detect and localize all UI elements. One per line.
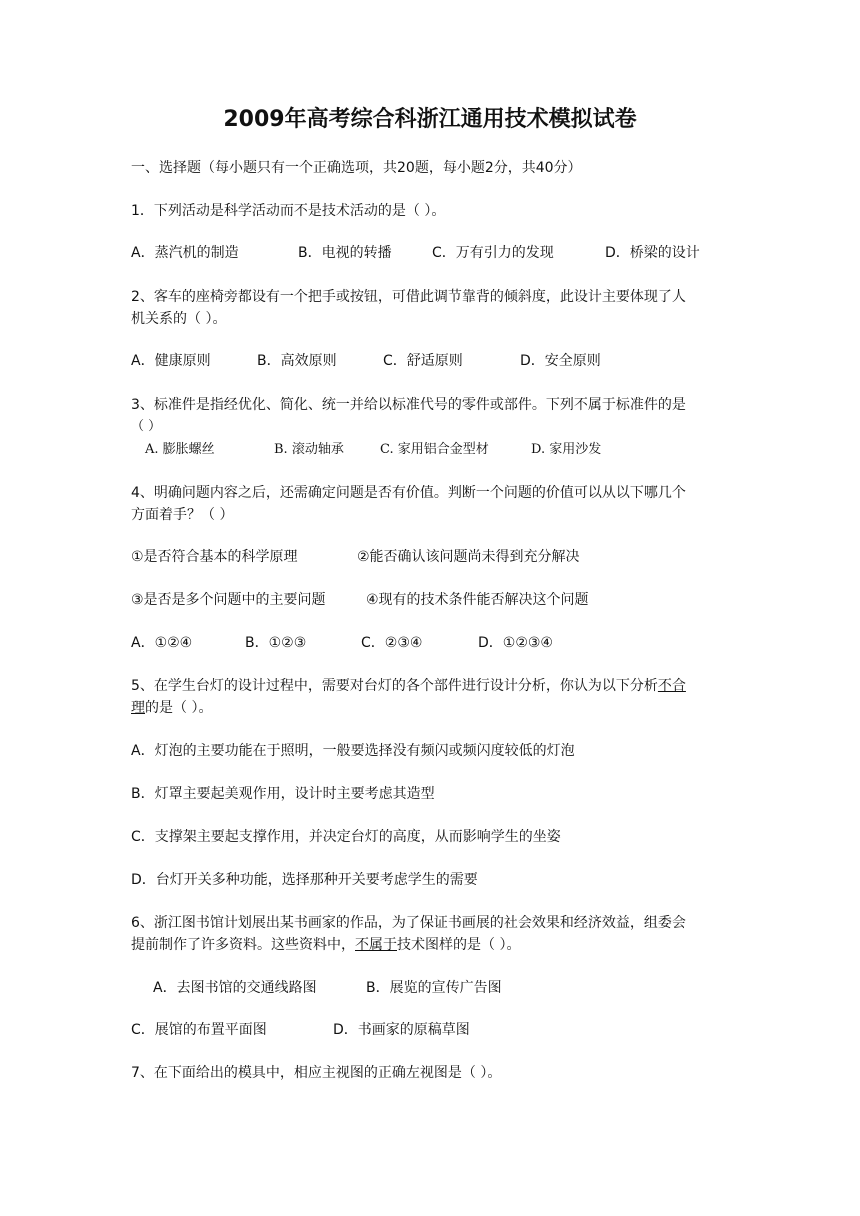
q1-option-d: D．桥梁的设计 (605, 245, 700, 261)
q4-item-2: ②能否确认该问题尚未得到充分解决 (357, 549, 580, 565)
q3-option-d: D. 家用沙发 (531, 442, 602, 457)
q2-option-c: C．舒适原则 (383, 353, 463, 369)
q6-underlined-text: 不属于 (355, 937, 397, 953)
q5-underlined-text: 不合 (657, 678, 686, 694)
exam-title: 2009年高考综合科浙江通用技术模拟试卷 (223, 107, 637, 132)
q5-stem-text: 5、在学生台灯的设计过程中，需要对台灯的各个部件进行设计分析，你认为以下分析 (131, 678, 658, 694)
section-heading: 一、选择题（每小题只有一个正确选项，共20题，每小题2分，共40分） (131, 160, 582, 176)
q4-option-a: A．①②④ (131, 635, 193, 651)
q6-stem-line2 (131, 936, 520, 954)
q5-option-c: C．支撑架主要起支撑作用，并决定台灯的高度，从而影响学生的坐姿 (131, 829, 561, 845)
q2-option-d: D．安全原则 (520, 353, 601, 369)
q6-option-c: C．展馆的布置平面图 (131, 1022, 267, 1038)
q5-stem-line1 (131, 677, 686, 695)
q5-option-b: B．灯罩主要起美观作用，设计时主要考虑其造型 (131, 786, 435, 802)
q2-stem-line1: 2、客车的座椅旁都设有一个把手或按钮，可借此调节靠背的倾斜度，此设计主要体现了人 (131, 289, 686, 305)
q4-option-b: B．①②③ (245, 635, 307, 651)
q4-item-3: ③是否是多个问题中的主要问题 (131, 592, 326, 608)
q6-stem-line1: 6、浙江图书馆计划展出某书画家的作品，为了保证书画展的社会效果和经济效益，组委会 (131, 915, 686, 931)
q3-stem-line1: 3、标准件是指经优化、简化、统一并给以标准代号的零件或部件。下列不属于标准件的是 (131, 397, 686, 413)
q1-option-b: B．电视的转播 (298, 245, 392, 261)
q5-option-d: D．台灯开关多种功能，选择那种开关要考虑学生的需要 (131, 872, 478, 888)
q4-stem-line2: 方面着手？（ ） (131, 507, 234, 523)
q3-stem-line2: （ ） (131, 419, 162, 434)
q3-option-b: B. 滚动轴承 (274, 442, 344, 457)
q2-option-a: A．健康原则 (131, 353, 211, 369)
q1-stem: 1．下列活动是科学活动而不是技术活动的是（ ）。 (131, 203, 446, 219)
q1-option-a: A．蒸汽机的制造 (131, 245, 239, 261)
q5-option-a: A．灯泡的主要功能在于照明，一般要选择没有频闪或频闪度较低的灯泡 (131, 743, 575, 759)
q4-stem-line1: 4、明确问题内容之后，还需确定问题是否有价值。判断一个问题的价值可以从以下哪几个 (131, 485, 686, 501)
q4-option-d: D．①②③④ (478, 635, 553, 651)
q4-item-1: ①是否符合基本的科学原理 (131, 549, 298, 565)
q3-option-a: A. 膨胀螺丝 (145, 442, 215, 457)
q2-option-b: B．高效原则 (257, 353, 337, 369)
q4-item-4: ④现有的技术条件能否解决这个问题 (366, 592, 589, 608)
q5-underlined-text-cont: 理 (131, 700, 145, 716)
q4-option-c: C．②③④ (361, 635, 423, 651)
q6-option-b: B．展览的宣传广告图 (366, 980, 502, 996)
q7-stem: 7、在下面给出的模具中，相应主视图的正确左视图是（ ）。 (131, 1065, 502, 1081)
q6-option-a: A．去图书馆的交通线路图 (153, 980, 317, 996)
q5-stem-text-cont: 的是（ ）。 (145, 700, 213, 716)
q6-stem-text-cont: 技术图样的是（ ）。 (397, 937, 521, 953)
q2-stem-line2: 机关系的（ ）。 (131, 311, 227, 327)
q3-option-c: C. 家用铝合金型材 (380, 442, 489, 457)
q6-stem-text: 提前制作了许多资料。这些资料中， (131, 937, 355, 953)
q1-option-c: C．万有引力的发现 (432, 245, 554, 261)
q5-stem-line2 (131, 699, 212, 717)
q6-option-d: D．书画家的原稿草图 (333, 1022, 470, 1038)
